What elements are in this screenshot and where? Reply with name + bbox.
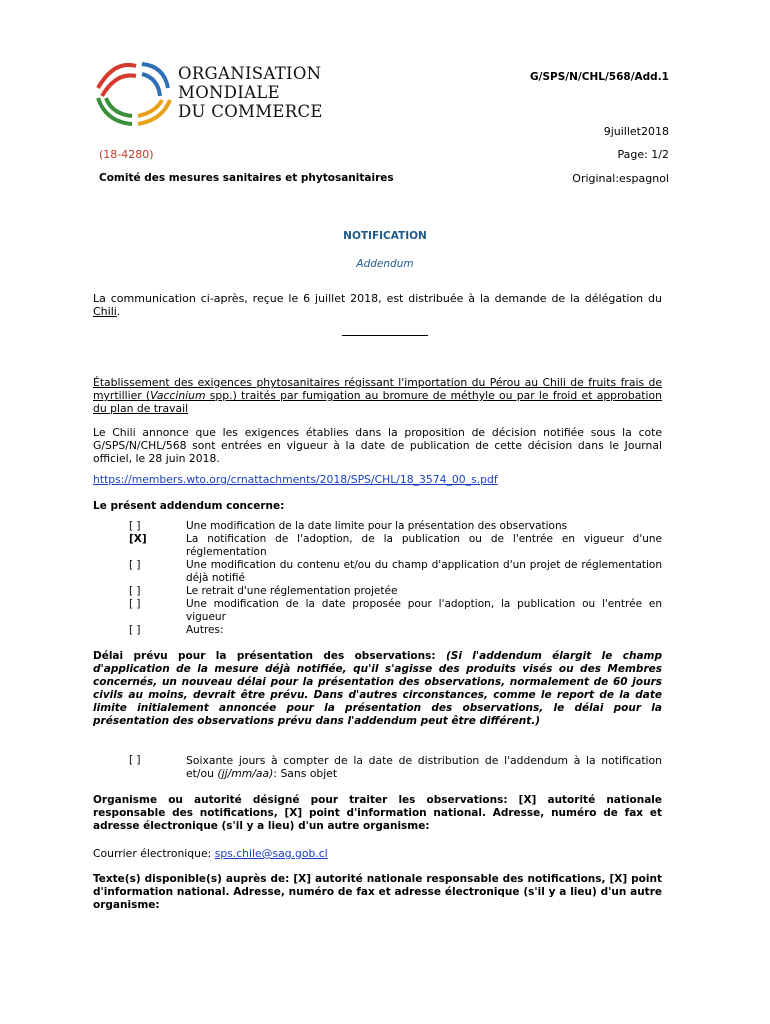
attachment-link[interactable]: https://members.wto.org/crnattachments/2018/SPS/CHL/18_3574_00_s.pdf <box>93 473 498 486</box>
designated-authority: Organisme ou autorité désigné pour traiter les observations: [X] autorité nationale responsable des notifications, [X] point d'information national. Adresse, numéro de fax et adresse électronique (s'il y a lieu) d'un autre organisme: <box>93 794 662 832</box>
org-name <box>178 64 323 121</box>
option-text-4: Le retrait d'une réglementation projetée <box>186 585 398 597</box>
deadline-option-format: (jj/mm/aa) <box>217 767 274 780</box>
intro-paragraph <box>93 292 662 318</box>
email-line <box>93 847 328 860</box>
notification-title: NOTIFICATION <box>343 230 427 242</box>
deadline-option-end: : Sans objet <box>273 767 338 780</box>
email-link[interactable]: sps.chile@sag.gob.cl <box>214 847 328 860</box>
org-line-3: DU COMMERCE <box>178 102 323 121</box>
wto-logo-icon <box>92 58 176 128</box>
option-text-1: Une modification de la date limite pour la présentation des observations <box>186 520 568 532</box>
wto-logo <box>92 58 352 128</box>
deadline-option <box>186 754 662 780</box>
deadline-option-text: Soixante jours à compter de la date de distribution de l'addendum à la notification et/ou <box>186 754 662 780</box>
org-line-2: MONDIALE <box>178 83 280 102</box>
notification-subject <box>93 376 662 415</box>
deadline-label: Délai prévu pour la présentation des observations: <box>93 650 446 662</box>
reference-number: (18-4280) <box>99 148 154 161</box>
comment-deadline-block <box>93 650 662 728</box>
checkbox-6[interactable]: [ ] <box>129 624 141 636</box>
addendum-concerns-heading: Le présent addendum concerne: <box>93 500 285 512</box>
org-line-1: ORGANISATION <box>178 64 322 83</box>
separator-line <box>342 335 428 336</box>
subject-italic: Vaccinium <box>150 389 206 402</box>
email-label: Courrier électronique: <box>93 847 215 860</box>
committee-name: Comité des mesures sanitaires et phytosanitaires <box>99 172 394 184</box>
addendum-subtitle: Addendum <box>356 258 414 270</box>
intro-end: . <box>116 305 121 318</box>
subject-part-1: Établissement des exigences phytosanitaires régissant l'importation du Pérou au Chili de fruits frais de myrtillier ( <box>93 376 662 402</box>
intro-text: La communication ci-après, reçue le 6 juillet 2018, est distribuée à la demande de la délégation du <box>93 292 662 305</box>
document-symbol: G/SPS/N/CHL/568/Add.1 <box>530 71 669 83</box>
texts-available: Texte(s) disponible(s) auprès de: [X] autorité nationale responsable des notifications, [X] point d'information national. Adresse, numéro de fax et adresse électronique (s'il y a lieu) d'un autre organisme: <box>93 873 662 911</box>
option-text-6: Autres: <box>186 624 224 636</box>
option-text-3: Une modification du contenu et/ou du champ d'application d'un projet de réglementation déjà notifié <box>186 559 662 584</box>
checkbox-3[interactable]: [ ] <box>129 559 141 571</box>
subject-part-2: spp.) traités par fumigation au bromure de méthyle ou par le froid et approbation du plan de travail <box>93 389 662 415</box>
page-number: Page: 1/2 <box>617 148 669 161</box>
checkbox-1[interactable]: [ ] <box>129 520 141 532</box>
checkbox-2[interactable]: [X] <box>129 533 147 545</box>
intro-country: Chili <box>93 305 117 318</box>
deadline-checkbox[interactable]: [ ] <box>129 754 141 766</box>
document-date: 9juillet2018 <box>603 125 669 138</box>
body-paragraph: Le Chili annonce que les exigences établies dans la proposition de décision notifiée sous la cote G/SPS/N/CHL/568 sont entrées en vigueur à la date de publication de cette décision dans le Journal officiel, le 28 juin 2018. <box>93 426 662 465</box>
deadline-note: (Si l'addendum élargit le champ d'application de la mesure déjà notifiée, qu'il s'agisse des produits visés ou des Membres concernés, un nouveau délai pour la présentation des observations, normalement de 60 jours civils au moins, devrait être prévu. Dans d'autres circonstances, comme le report de la date limite initialement annoncée pour la présentation des observations, le délai pour la présentation des observations prévu dans l'addendum peut être différent.) <box>93 650 662 727</box>
option-text-5: Une modification de la date proposée pour l'adoption, la publication ou l'entrée en vigueur <box>186 598 662 623</box>
checkbox-4[interactable]: [ ] <box>129 585 141 597</box>
option-text-2: La notification de l'adoption, de la publication ou de l'entrée en vigueur d'une réglementation <box>186 533 662 558</box>
checkbox-5[interactable]: [ ] <box>129 598 141 610</box>
original-language: Original:espagnol <box>572 172 669 185</box>
